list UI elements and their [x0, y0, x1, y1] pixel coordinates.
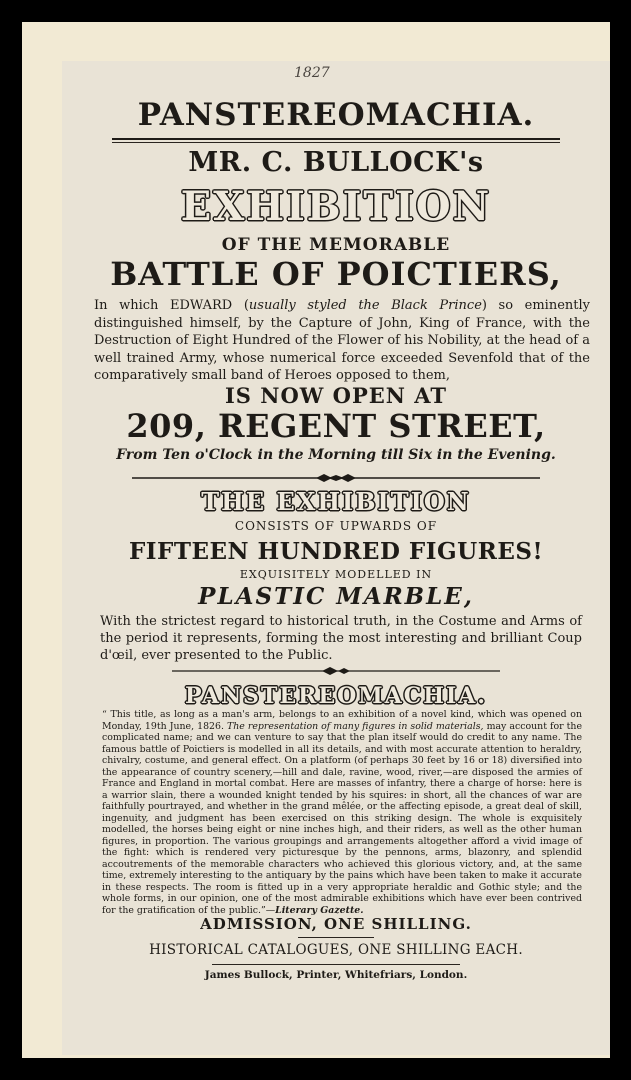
broadside-poster — [62, 61, 610, 1055]
the-exhibition-heading: THE EXHIBITION — [201, 487, 471, 516]
divider-rule — [298, 937, 374, 938]
admission-price: ADMISSION, ONE SHILLING. — [200, 915, 472, 933]
ornamental-rule — [172, 667, 500, 675]
literary-gazette-review: “ This title, as long as a man's arm, belongs to an exhibition of a novel kind, which was opened on Monday, 19th June, 1826. The representation of many figures in solid materials, may account for the complicated name; and we can venture to say that the plan itself would do credit to any name. The famous battle of Poictiers is modelled in all its details, and with most accurate attention to heraldry, chivalry, costume, and general effect. On a platform (of perhaps 30 feet by 16 or 18) diversified into the appearance of country scenery,—hill and dale, ravine, wood, river,—are disposed the armies of France and England in mortal combat. Here are masses of infantry, there a charge of horse: here is a warrior slain, there a wounded knight tended by his squires: in short, all the chances of war are faithfully pourtrayed, and whether in the grand mêlée, or the affecting episode, a great deal of skill, ingenuity, and judgment has been exercised on this striking design. The whole is exquisitely modelled, the horses being eight or nine inches high, and their riders, as well as the other human figures, in proportion. The various groupings and arrangements altogether afford a vivid image of the fight: which is rendered very picturesque by the pennons, arms, blazonry, and splendid accoutrements of the memorable characters who achieved this glorious victory, and, at the same time, extremely interesting to the antiquary by the pains which have been taken to make it accurate in these respects. The room is fitted up in a very appropriate heraldic and Gothic style; and the whole forms, in our opinion, one of the most admirable exhibitions which have ever been contrived for the gratification of the public.”—Literary Gazette. — [102, 709, 582, 916]
catalogues-line: HISTORICAL CATALOGUES, ONE SHILLING EACH. — [149, 942, 523, 958]
exquisitely-line: EXQUISITELY MODELLED IN — [239, 568, 433, 581]
intro-paragraph: In which EDWARD (usually styled the Black Prince) so eminently distinguished himself, by the Capture of John, King of France, with the Destruction of Eight Hundred of the Flower of his Nobility, at the head of a well trained Army, whose numerical force exceeded Sevenfold that of the comparatively small band of Heroes opposed to them, — [94, 298, 590, 383]
handwritten-date: 1827 — [294, 65, 330, 81]
printer-imprint: James Bullock, Printer, Whitefriars, London. — [204, 969, 468, 981]
consists-line: CONSISTS OF UPWARDS OF — [234, 519, 438, 533]
mount-board — [22, 22, 610, 1058]
battle-heading: BATTLE OF POICTIERS, — [110, 255, 562, 293]
second-title: PANSTEREOMACHIA. — [184, 683, 488, 709]
divider-rule — [212, 964, 460, 965]
proprietor-name: MR. C. BULLOCK's — [188, 147, 484, 178]
plastic-marble-heading: PLASTIC MARBLE, — [198, 583, 474, 610]
exhibition-heading: EXHIBITION — [180, 183, 492, 230]
divider-rule — [112, 138, 560, 140]
address-line: 209, REGENT STREET, — [126, 407, 546, 445]
title-panstereomachia: PANSTEREOMACHIA. — [137, 97, 535, 133]
divider-rule — [112, 142, 560, 143]
now-open-line: IS NOW OPEN AT — [224, 383, 448, 408]
ornamental-rule — [132, 474, 540, 482]
memorable-line: OF THE MEMORABLE — [221, 235, 451, 255]
regard-paragraph: With the strictest regard to historical truth, in the Costume and Arms of the period it represents, forming the most interesting and brilliant Coup d'œil, ever presented to the Public. — [100, 614, 582, 663]
figures-heading: FIFTEEN HUNDRED FIGURES! — [128, 538, 544, 565]
opening-hours: From Ten o'Clock in the Morning till Six in the Evening. — [116, 447, 556, 463]
